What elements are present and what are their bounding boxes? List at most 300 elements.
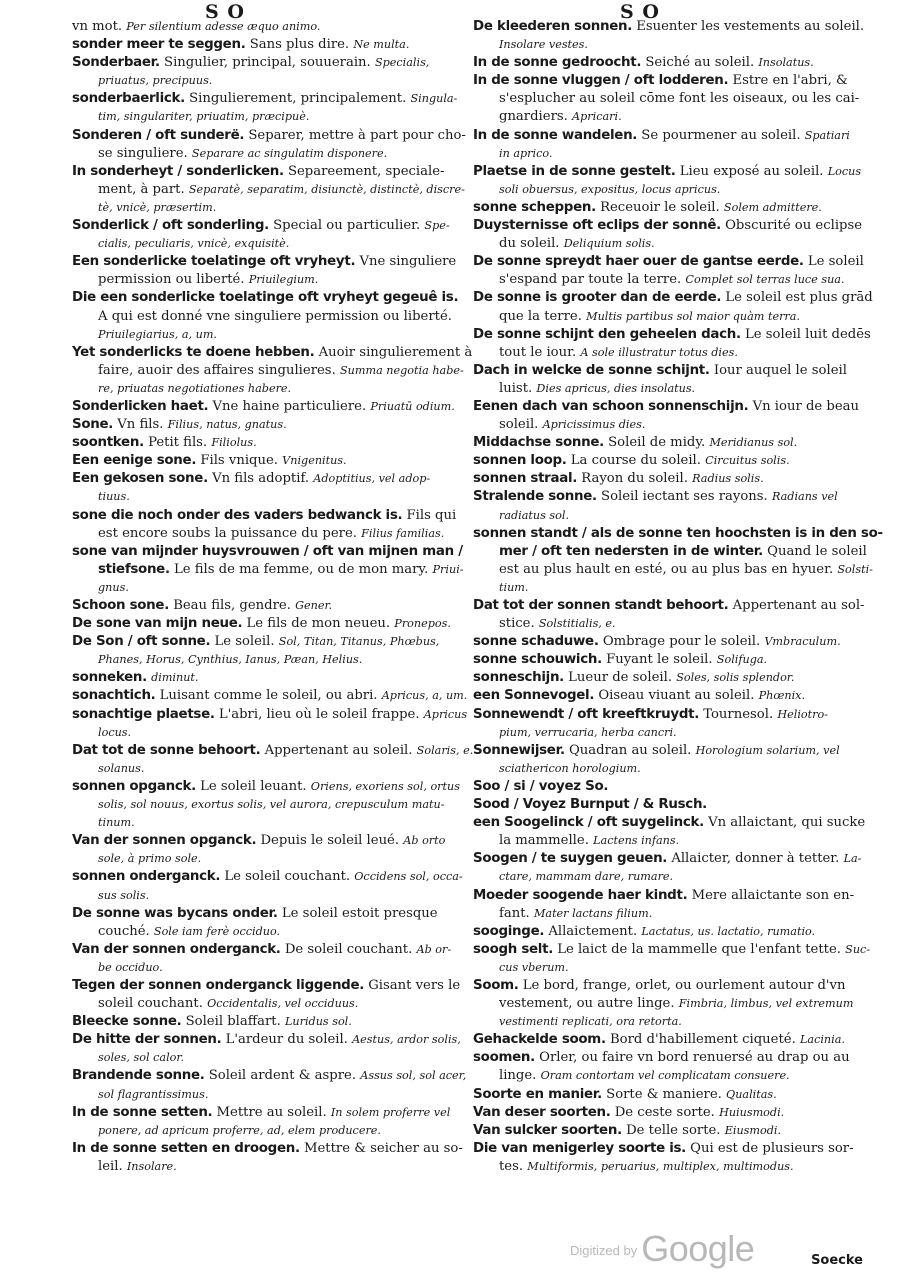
latin-gloss: radiatus sol.: [499, 508, 570, 522]
headword: sonnen opganck.: [72, 778, 196, 794]
entry-line: [473, 90, 861, 108]
headword: Van der sonnen onderganck.: [72, 941, 281, 957]
french-gloss: Qui est de plusieurs sor-: [690, 1140, 854, 1156]
latin-gloss: Apricus: [423, 707, 468, 721]
dictionary-entry: [72, 1104, 467, 1140]
entry-line: [473, 1158, 861, 1176]
dictionary-entry: [72, 742, 474, 778]
french-gloss: Soleil ardent & aspre.: [208, 1068, 357, 1084]
french-gloss: est au plus hault en esté, ou au plus bas en hyuer.: [499, 561, 834, 577]
entry-line: [72, 850, 467, 868]
entry-line: [72, 706, 467, 724]
french-gloss: vestement, ou autre linge.: [499, 996, 675, 1012]
latin-gloss: soles, sol calor.: [98, 1051, 185, 1065]
entry-line: [473, 941, 871, 959]
headword: sonder meer te seggen.: [72, 37, 246, 53]
french-gloss: De telle sorte.: [626, 1122, 721, 1138]
french-gloss: Le fils de ma femme, ou de mon mary.: [173, 561, 429, 577]
entry-line: [72, 995, 467, 1013]
dictionary-entry: [72, 289, 467, 343]
headword: sonnen onderganck.: [72, 869, 221, 885]
dictionary-entry: [72, 543, 467, 597]
headword: Sonnewendt / oft kreeftkruydt.: [473, 706, 700, 722]
latin-gloss: sol flagrantissimus.: [98, 1087, 209, 1101]
dictionary-entry: [72, 344, 473, 398]
entry-line: [72, 868, 467, 886]
entry-line: [473, 199, 861, 217]
dictionary-entry: [72, 977, 467, 1013]
entry-line: [473, 778, 861, 796]
french-gloss: Vn fils.: [117, 417, 164, 433]
latin-gloss: Pronepos.: [394, 617, 451, 631]
dictionary-entry: [72, 217, 467, 253]
dictionary-entry: [72, 1140, 467, 1176]
french-gloss: Vn iour de beau: [752, 398, 859, 414]
entry-line: [473, 18, 865, 36]
dictionary-entry: [473, 434, 861, 452]
french-gloss: De ceste sorte.: [614, 1104, 715, 1120]
headword: sonachtich.: [72, 688, 156, 704]
entry-line: [72, 181, 467, 199]
latin-gloss: Priuilegiarius, a, um.: [98, 327, 217, 341]
latin-gloss: Complet sol terras luce sua.: [685, 273, 845, 287]
entry-line: [72, 72, 467, 90]
latin-gloss: Aestus, ardor solis,: [352, 1033, 461, 1047]
dictionary-entry: [72, 832, 467, 868]
dictionary-entry: [473, 651, 861, 669]
entry-line: [473, 1122, 861, 1140]
entry-line: [473, 561, 873, 579]
latin-gloss: tè, vnicè, præsertim.: [98, 200, 217, 214]
french-gloss: Le soleil couchant.: [224, 869, 351, 885]
entry-line: [473, 995, 861, 1013]
french-gloss: Iour auquel le soleil: [713, 362, 847, 378]
entry-line: [473, 380, 861, 398]
latin-gloss: Apricissimus dies.: [542, 418, 646, 432]
french-gloss: Appertenant au soleil.: [264, 742, 413, 758]
latin-gloss: tium.: [499, 580, 529, 594]
latin-gloss: Dies apricus, dies insolatus.: [536, 381, 696, 395]
latin-gloss: Insolare vestes.: [499, 38, 588, 52]
entry-line: [473, 163, 861, 181]
french-gloss: Seiché au soleil.: [645, 55, 755, 71]
entry-line: [72, 941, 467, 959]
entry-line: [473, 507, 861, 525]
entry-line: [72, 923, 467, 941]
headword: Sonderlick / oft sonderling.: [72, 218, 269, 234]
entry-line: [72, 1122, 467, 1140]
latin-gloss: Filius, natus, gnatus.: [167, 418, 287, 432]
french-gloss: Le soleil: [807, 254, 864, 270]
french-gloss: Esuenter les vestements au soleil.: [636, 19, 865, 34]
dictionary-entry: [72, 1067, 467, 1103]
french-gloss: Estre en l'abri, &: [732, 73, 848, 89]
headword: Sood / Voyez Burnput / & Rusch.: [473, 797, 707, 813]
entry-line: [72, 217, 467, 235]
latin-gloss: Mater lactans filium.: [533, 906, 653, 920]
headword: Van der sonnen opganck.: [72, 833, 257, 849]
latin-gloss: Filius familias.: [361, 526, 445, 540]
french-gloss: L'abri, lieu où le soleil frappe.: [218, 706, 420, 722]
french-gloss: Mettre au soleil.: [216, 1104, 327, 1120]
headword: sone van mijnder huysvrouwen / oft van mijnen man /: [72, 543, 463, 559]
headword: Schoon sone.: [72, 598, 169, 613]
entry-line: [473, 398, 861, 416]
french-gloss: leil.: [98, 1158, 123, 1174]
latin-gloss: Eiusmodi.: [724, 1123, 782, 1137]
dictionary-entry: [473, 72, 861, 126]
latin-gloss: La-: [843, 852, 862, 866]
dictionary-entry: [473, 127, 861, 163]
french-gloss: gnardiers.: [499, 109, 568, 125]
dictionary-entry: [473, 289, 873, 325]
entry-line: [473, 452, 861, 470]
french-gloss: Soleil iectant ses rayons.: [601, 489, 768, 505]
dictionary-entry: [72, 36, 467, 54]
french-gloss: vn mot.: [72, 19, 123, 34]
latin-gloss: Spatiari: [804, 128, 850, 142]
left-column: [72, 18, 474, 1240]
french-gloss: Quadran au soleil.: [568, 742, 692, 758]
latin-gloss: tim, singulariter, priuatim, præcipuè.: [98, 110, 310, 124]
latin-gloss: Priui-: [432, 562, 464, 576]
french-gloss: Le soleil.: [214, 634, 275, 650]
entry-line: [473, 1049, 861, 1067]
entry-line: [473, 1031, 861, 1049]
headword: soomen.: [473, 1050, 535, 1066]
latin-gloss: Sole iam ferè occiduo.: [153, 924, 281, 938]
latin-gloss: ponere, ad apricum proferre, ad, elem producere.: [98, 1123, 381, 1137]
french-gloss: Soleil de midy.: [608, 435, 706, 451]
latin-gloss: Lactatus, us. lactatio, rumatio.: [641, 924, 816, 938]
entry-line: [72, 470, 467, 488]
dictionary-entry: [72, 706, 467, 742]
latin-gloss: priuatus, precipuus.: [98, 74, 213, 88]
entry-line: [72, 235, 467, 253]
french-gloss: Fils qui: [406, 507, 457, 523]
entry-line: [72, 814, 467, 832]
entry-line: [72, 416, 467, 434]
entry-line: [473, 217, 861, 235]
headword: Sonderlicken haet.: [72, 398, 209, 414]
headword: Een gekosen sone.: [72, 471, 208, 487]
latin-gloss: Deliquium solis.: [563, 237, 655, 251]
entry-line: [72, 1031, 467, 1049]
latin-gloss: Solaris, e.: [416, 743, 474, 757]
dictionary-entry: [72, 18, 467, 36]
french-gloss: est encore soubs la puissance du pere.: [98, 525, 357, 541]
entry-line: [473, 362, 861, 380]
entry-line: [473, 1104, 861, 1122]
entry-line: [473, 832, 861, 850]
french-gloss: la mammelle.: [499, 833, 589, 849]
headword: Van deser soorten.: [473, 1104, 611, 1120]
dictionary-entry: [72, 253, 467, 289]
dictionary-entry: [72, 687, 467, 705]
french-gloss: Lueur de soleil.: [568, 670, 673, 686]
headword: In de sonne wandelen.: [473, 127, 638, 143]
entry-line: [72, 525, 467, 543]
dictionary-entry: [72, 778, 467, 832]
entry-line: [473, 108, 861, 126]
french-gloss: luist.: [499, 380, 533, 396]
entry-line: [473, 615, 861, 633]
entry-line: [473, 145, 861, 163]
headword: sonnen standt / als de sonne ten hoochsten is in den so-: [473, 525, 883, 541]
dictionary-entry: [473, 814, 866, 850]
latin-gloss: Oriens, exoriens sol, ortus: [310, 779, 460, 793]
headword: Die een sonderlicke toelatinge oft vryheyt gegeuê is.: [72, 290, 459, 306]
headword: In sonderheyt / sonderlicken.: [72, 163, 284, 179]
french-gloss: Separeement, speciale-: [287, 163, 445, 179]
french-gloss: Ombrage pour le soleil.: [602, 634, 761, 650]
entry-line: [72, 1158, 467, 1176]
latin-gloss: Suc-: [845, 942, 871, 956]
french-gloss: Le laict de la mammelle que l'enfant tette.: [557, 941, 841, 957]
entry-line: [72, 742, 474, 760]
french-gloss: Le fils de mon neueu.: [246, 616, 391, 632]
entry-line: [72, 1067, 467, 1085]
headword: Soom.: [473, 977, 519, 993]
headword: soontken.: [72, 435, 144, 451]
french-gloss: Vn fils adoptif.: [212, 471, 310, 487]
entry-line: [473, 959, 861, 977]
french-gloss: tout le iour.: [499, 344, 577, 360]
dictionary-entry: [72, 90, 467, 126]
dictionary-entry: [72, 615, 467, 633]
french-gloss: Orler, ou faire vn bord renuersé au drap ou au: [539, 1050, 850, 1066]
dictionary-entry: [72, 434, 467, 452]
dictionary-entry: [473, 163, 861, 199]
french-gloss: permission ou liberté.: [98, 272, 245, 288]
french-gloss: stice.: [499, 616, 535, 632]
dictionary-entry: [473, 633, 861, 651]
headword: Stralende sonne.: [473, 489, 597, 505]
entry-line: [72, 434, 467, 452]
entry-line: [72, 36, 467, 54]
latin-gloss: Specialis,: [374, 56, 430, 70]
latin-gloss: Heliotro-: [777, 707, 828, 721]
headword: Een eenige sone.: [72, 453, 197, 469]
entry-line: [72, 832, 467, 850]
latin-gloss: Occidentalis, vel occiduus.: [207, 997, 359, 1011]
entry-line: [473, 326, 871, 344]
french-gloss: Le soleil est plus grād: [725, 290, 873, 306]
entry-line: [72, 1049, 467, 1067]
latin-gloss: in aprico.: [499, 146, 553, 160]
catchword: Soecke: [811, 1253, 863, 1268]
google-logo: Google: [641, 1228, 755, 1269]
latin-gloss: Priuatū odium.: [370, 399, 455, 413]
french-gloss: Beau fils, gendre.: [173, 598, 291, 613]
entry-line: [72, 724, 467, 742]
entry-line: [473, 434, 861, 452]
entry-line: [72, 1140, 467, 1158]
dictionary-entry: [473, 199, 861, 217]
latin-gloss: A sole illustratur totus dies.: [580, 345, 738, 359]
dictionary-entry: [473, 326, 871, 362]
latin-gloss: Solsti-: [837, 562, 873, 576]
entry-line: [72, 615, 467, 633]
french-gloss: du soleil.: [499, 236, 560, 252]
headword: sonne scheppen.: [473, 199, 596, 215]
french-gloss: Vne singuliere: [359, 254, 457, 270]
entry-line: [72, 90, 467, 108]
latin-gloss: Insolare.: [126, 1159, 177, 1173]
headword: sone die noch onder des vaders bedwanck is.: [72, 507, 403, 523]
french-gloss: se singuliere.: [98, 145, 188, 161]
dictionary-entry: [473, 597, 865, 633]
french-gloss: Se pourmener au soleil.: [641, 127, 801, 143]
dictionary-entry: [473, 706, 861, 742]
dictionary-entry: [72, 868, 467, 904]
entry-line: [72, 1104, 467, 1122]
headword: Eenen dach van schoon sonnenschijn.: [473, 398, 749, 414]
entry-line: [72, 977, 467, 995]
entry-line: [473, 72, 861, 90]
headword: De sonne schijnt den geheelen dach.: [473, 326, 741, 342]
french-gloss: Vne haine particuliere.: [212, 398, 367, 414]
french-gloss: Le soleil leuant.: [200, 778, 307, 794]
french-gloss: Luisant comme le soleil, ou abri.: [159, 688, 378, 704]
latin-gloss: Circuitus solis.: [705, 454, 790, 468]
headword: Van sulcker soorten.: [473, 1122, 622, 1138]
french-gloss: L'ardeur du soleil.: [225, 1032, 348, 1048]
french-gloss: Gisant vers le: [368, 977, 461, 993]
entry-line: [72, 669, 467, 687]
latin-gloss: Lacinia.: [799, 1033, 845, 1047]
entry-line: [473, 543, 867, 561]
entry-line: [72, 54, 467, 72]
headword: Duysternisse oft eclips der sonnê.: [473, 218, 721, 234]
entry-line: [473, 271, 861, 289]
entry-line: [473, 289, 873, 307]
headword: sonneken.: [72, 670, 147, 686]
entry-line: [72, 1013, 467, 1031]
headword: sonnen straal.: [473, 471, 578, 487]
french-gloss: tes.: [499, 1158, 524, 1174]
entry-line: [473, 253, 864, 271]
french-gloss: Fils vnique.: [200, 453, 278, 469]
entry-line: [72, 145, 467, 163]
latin-gloss: Horologium solarium, vel: [695, 743, 840, 757]
latin-gloss: tiuus.: [98, 490, 130, 504]
entry-line: [72, 633, 467, 651]
dictionary-entry: [72, 597, 467, 615]
dictionary-entry: [473, 1140, 861, 1176]
headword: Sonnewijser.: [473, 742, 565, 758]
latin-gloss: sus solis.: [98, 888, 150, 902]
dictionary-entry: [473, 887, 861, 923]
french-gloss: Lieu exposé au soleil.: [679, 163, 824, 179]
latin-gloss: pium, verrucaria, herba cancri.: [499, 725, 677, 739]
latin-gloss: cus vberum.: [499, 960, 569, 974]
latin-gloss: re, priuatas negotiationes habere.: [98, 381, 292, 395]
dictionary-entry: [72, 398, 467, 416]
french-gloss: Sorte & maniere.: [606, 1086, 722, 1102]
dictionary-entry: [473, 796, 861, 814]
french-gloss: Le soleil estoit presque: [281, 905, 438, 921]
headword: sonne schouwich.: [473, 652, 602, 668]
latin-gloss: Separatè, separatim, disiunctè, distinctè, discre-: [188, 182, 465, 196]
headword: Plaetse in de sonne gestelt.: [473, 163, 676, 179]
dictionary-entry: [72, 54, 467, 90]
headword: Dat tot de sonne behoort.: [72, 742, 261, 758]
latin-gloss: Apricus, a, um.: [381, 689, 468, 703]
headword: een Soogelinck / oft suygelinck.: [473, 815, 704, 831]
french-gloss: Depuis le soleil leué.: [260, 833, 400, 849]
latin-gloss: Meridianus sol.: [709, 436, 798, 450]
latin-gloss: Phœnix.: [758, 689, 806, 703]
entry-line: [72, 398, 467, 416]
latin-gloss: locus.: [98, 725, 132, 739]
latin-gloss: Soles, solis splendor.: [676, 671, 795, 685]
french-gloss: Receuoir le soleil.: [600, 199, 720, 215]
entry-line: [473, 850, 861, 868]
entry-line: [72, 271, 467, 289]
french-gloss: Petit fils.: [148, 435, 208, 451]
latin-gloss: Singula-: [410, 92, 458, 106]
latin-gloss: In solem proferre vel: [330, 1105, 451, 1119]
headword: sooginge.: [473, 923, 545, 939]
headword: De sonne was bycans onder.: [72, 905, 278, 921]
entry-line: [473, 1086, 861, 1104]
dictionary-entry: [473, 525, 883, 597]
dictionary-entry: [473, 778, 861, 796]
entry-line: [473, 814, 866, 832]
headword: mer / oft ten nedersten in de winter.: [499, 543, 763, 559]
headword: stiefsone.: [98, 561, 170, 577]
entry-line: [72, 199, 467, 217]
latin-gloss: gnus.: [98, 580, 129, 594]
headword: In de sonne vluggen / oft lodderen.: [473, 73, 729, 89]
entry-line: [473, 36, 861, 54]
latin-gloss: sole, à primo sole.: [98, 852, 202, 866]
french-gloss: Soleil blaffart.: [185, 1014, 281, 1030]
latin-gloss: Summa negotia habe-: [339, 363, 464, 377]
entry-line: [473, 525, 883, 543]
running-head-left: S O: [205, 1, 245, 23]
french-gloss: fant.: [499, 905, 530, 921]
entry-line: [473, 1013, 861, 1031]
dictionary-entry: [473, 669, 861, 687]
french-gloss: Vn allaictant, qui sucke: [708, 815, 866, 831]
french-gloss: Auoir singulierement à: [318, 344, 473, 360]
headword: De kleederen sonnen.: [473, 19, 633, 34]
latin-gloss: Multiformis, peruarius, multiplex, multimodus.: [527, 1159, 794, 1173]
headword: een Sonnevogel.: [473, 688, 595, 704]
entry-line: [473, 1067, 861, 1085]
latin-gloss: Filiolus.: [211, 436, 257, 450]
latin-gloss: Ne multa.: [353, 38, 410, 52]
latin-gloss: Priuilegium.: [248, 273, 319, 287]
french-gloss: Mettre & seicher au so-: [303, 1140, 463, 1156]
latin-gloss: Luridus sol.: [284, 1015, 352, 1029]
digitized-by-google-watermark: [570, 1228, 754, 1270]
entry-line: [72, 579, 467, 597]
headword: Dat tot der sonnen standt behoort.: [473, 598, 729, 613]
headword: Middachse sonne.: [473, 435, 604, 451]
french-gloss: A qui est donné vne singuliere permission ou liberté.: [98, 308, 452, 324]
entry-line: [473, 669, 861, 687]
entry-line: [72, 452, 467, 470]
headword: De sonne spreydt haer ouer de gantse eerde.: [473, 254, 804, 270]
entry-line: [72, 507, 467, 525]
dictionary-entry: [473, 18, 865, 54]
latin-gloss: Solem admittere.: [723, 200, 822, 214]
dictionary-entry: [473, 362, 861, 398]
dictionary-entry: [72, 470, 467, 506]
